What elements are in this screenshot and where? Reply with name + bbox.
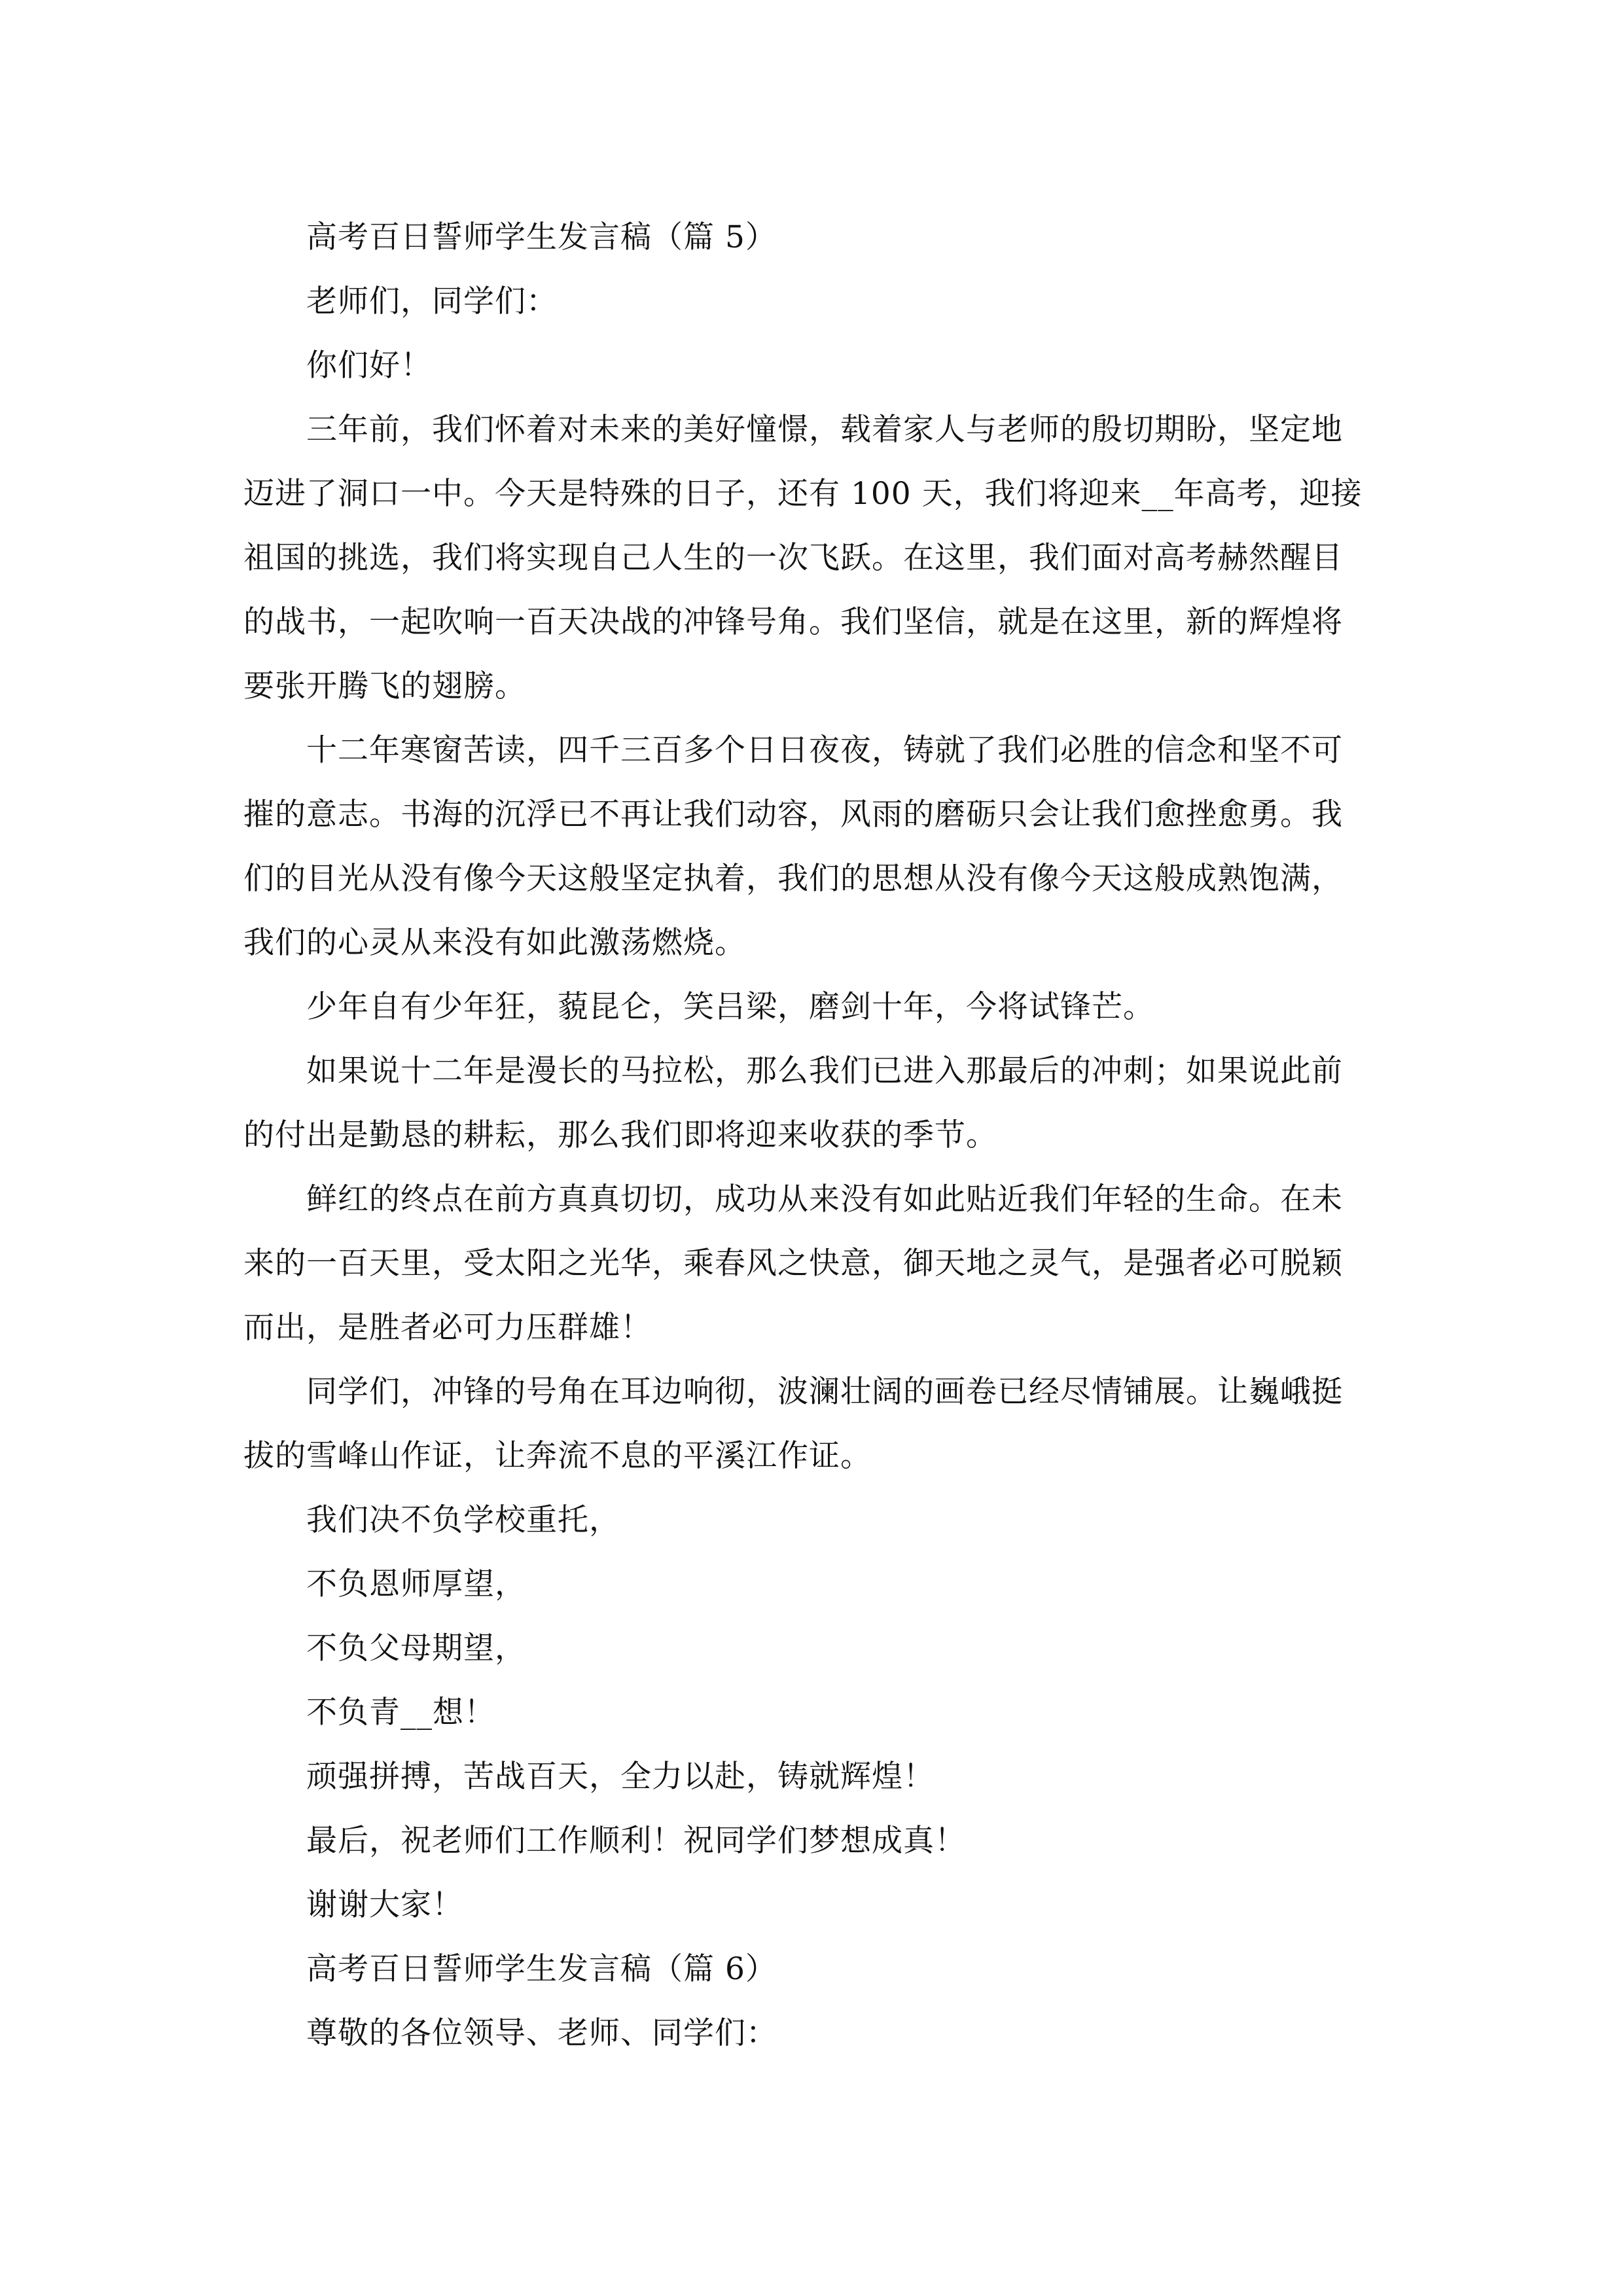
paragraph-line: 三年前，我们怀着对未来的美好憧憬，载着家人与老师的殷切期盼，坚定地 [306, 412, 1343, 448]
paragraph [243, 975, 1382, 1039]
closing-line: 我们决不负学校重托， [306, 1502, 620, 1538]
paragraph-line: 摧的意志。书海的沉浮已不再让我们动容，风雨的磨砺只会让我们愈挫愈勇。我 [243, 797, 1343, 833]
paragraph-line: 如果说十二年是漫长的马拉松，那么我们已进入那最后的冲刺；如果说此前 [306, 1053, 1343, 1089]
paragraph-line: 少年自有少年狂，藐昆仑，笑吕梁，磨剑十年，今将试锋芒。 [306, 989, 1154, 1025]
paragraph-line: 而出，是胜者必可力压群雄！ [243, 1310, 652, 1346]
paragraph-line: 的付出是勤恳的耕耘，那么我们即将迎来收获的季节。 [243, 1117, 997, 1153]
closing-line: 不负青__想！ [306, 1695, 495, 1731]
paragraph-line: 的战书，一起吹响一百天决战的冲锋号角。我们坚信，就是在这里，新的辉煌将 [243, 604, 1343, 640]
closing-line: 顽强拼搏，苦战百天，全力以赴，铸就辉煌！ [306, 1759, 935, 1795]
paragraph-line: 同学们，冲锋的号角在耳边响彻，波澜壮阔的画卷已经尽情铺展。让巍峨挺 [306, 1374, 1343, 1410]
closing-line: 谢谢大家！ [306, 1887, 463, 1923]
greeting: 你们好！ [306, 348, 432, 384]
section-heading: 高考百日誓师学生发言稿（篇 5） [306, 219, 777, 255]
paragraph-line: 要张开腾飞的翅膀。 [243, 668, 526, 704]
paragraph-line: 祖国的挑选，我们将实现自己人生的一次飞跃。在这里，我们面对高考赫然醒目 [243, 540, 1343, 576]
salutation: 老师们，同学们： [306, 283, 558, 319]
paragraph [243, 719, 1382, 975]
closing-line: 最后，祝老师们工作顺利！祝同学们梦想成真！ [306, 1823, 966, 1859]
closing-line: 不负父母期望， [306, 1630, 526, 1666]
paragraph-line: 我们的心灵从来没有如此激荡燃烧。 [243, 925, 746, 961]
section-heading: 高考百日誓师学生发言稿（篇 6） [306, 1951, 777, 1987]
paragraph [243, 1360, 1382, 1488]
paragraph [243, 1039, 1382, 1168]
document-body [243, 206, 1382, 2066]
paragraph [243, 398, 1382, 719]
paragraph-line: 来的一百天里，受太阳之光华，乘春风之快意，御天地之灵气，是强者必可脱颖 [243, 1246, 1343, 1282]
paragraph-line: 迈进了洞口一中。今天是特殊的日子，还有 100 天，我们将迎来__年高考，迎接 [243, 476, 1363, 512]
paragraph-line: 十二年寒窗苦读，四千三百多个日日夜夜，铸就了我们必胜的信念和坚不可 [306, 732, 1343, 768]
salutation: 尊敬的各位领导、老师、同学们： [306, 2015, 777, 2051]
paragraph-line: 鲜红的终点在前方真真切切，成功从来没有如此贴近我们年轻的生命。在未 [306, 1181, 1343, 1217]
paragraph-line: 们的目光从没有像今天这般坚定执着，我们的思想从没有像今天这般成熟饱满， [243, 861, 1343, 897]
paragraph-line: 拔的雪峰山作证，让奔流不息的平溪江作证。 [243, 1438, 872, 1474]
paragraph [243, 1168, 1382, 1360]
closing-line: 不负恩师厚望， [306, 1566, 526, 1602]
